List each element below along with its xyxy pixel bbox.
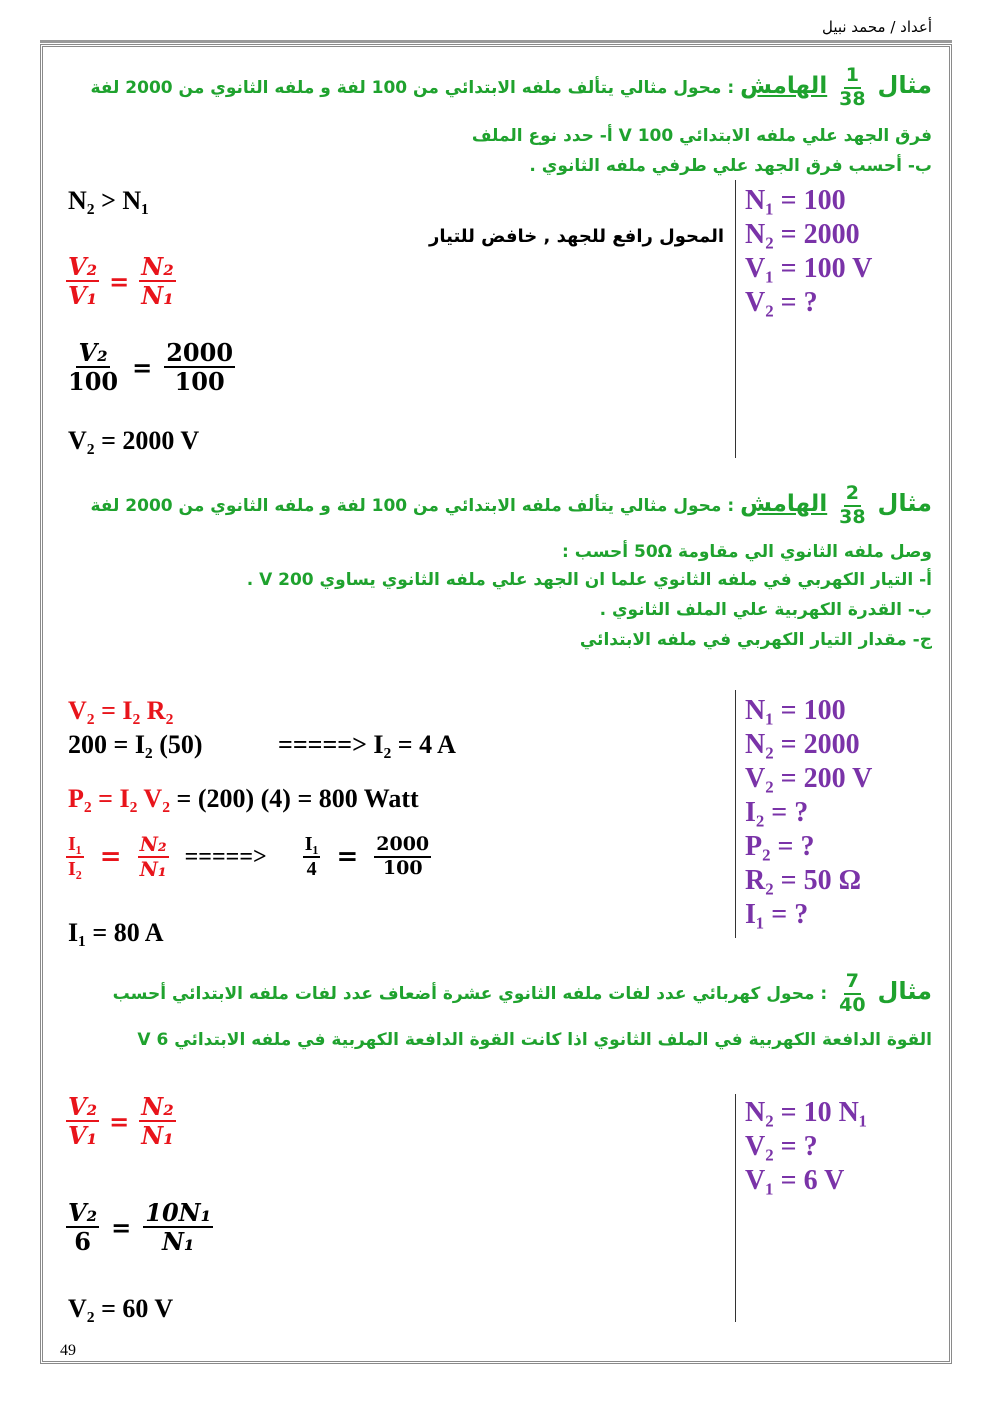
- example2-line5: ج- مقدار التيار الكهربي في ملفه الابتدائي: [579, 630, 932, 650]
- ohm-result: =====> I₂ = 4 A: [278, 730, 456, 759]
- example3-line1: : محول كهربائي عدد لفات ملفه الثانوي عشرة أضعاف عدد لفات ملفه الابتدائي أحسب: [112, 983, 828, 1004]
- example1-line2: فرق الجهد علي ملفه الابتدائي V 100 أ- حدد نوع الملف: [471, 126, 932, 146]
- given-item: I₁ = ?: [745, 899, 809, 930]
- equation-ratio: $\frac{\text{V₂}}{\text{V₁}}$ = $\frac{\text{N₂}}{\text{N₁}}$: [68, 1092, 174, 1151]
- power-line: [68, 784, 419, 814]
- equation-substituted: $\frac{\text{V₂}}{6}$ = $\frac{\text{10N₁}}{\text{N₁}}$: [68, 1198, 212, 1257]
- example3-line2: القوة الدافعة الكهربية في الملف الثانوي اذا كانت القوة الدافعة الكهربية في ملفه الابتدائي V 6: [137, 1030, 932, 1050]
- given-item: V₂ = 200 V: [745, 763, 873, 794]
- example2-line4: ب- القدرة الكهربية علي الملف الثانوي .: [599, 600, 932, 620]
- current-ratio: $\frac{\text{I₁}}{\text{I₂}}$ = $\frac{\text{N₂}}{\text{N₁}}$ =====> $\frac{\text{I₁}}{4}$ = $\frac{2000}{100}$: [68, 832, 430, 881]
- given-item: V₁ = 100 V: [745, 253, 873, 284]
- example-page-fraction: $\frac{2}{38}$: [839, 482, 866, 528]
- given-item: N₁ = 100: [745, 695, 846, 726]
- example1-line3: ب- أحسب فرق الجهد علي طرفي ملفه الثانوي .: [529, 156, 932, 176]
- source-label: الهامش: [740, 72, 828, 99]
- given-item: I₂ = ?: [745, 797, 809, 828]
- example3-result: V₂ = 60 V: [68, 1294, 174, 1323]
- example1-heading: [72, 66, 932, 110]
- equation-ratio: $\frac{\text{V₂}}{\text{V₁}}$ = $\frac{\text{N₂}}{\text{N₁}}$: [68, 252, 174, 311]
- header-author: أعداد / محمد نبيل: [821, 18, 932, 36]
- given-item: N₂ = 2000: [745, 729, 860, 760]
- given-item: V₂ = ?: [745, 287, 818, 318]
- example-label: مثال: [877, 488, 932, 517]
- example3-given-list: [745, 1096, 867, 1198]
- given-item: P₂ = ?: [745, 831, 815, 862]
- compare-text: N₂ > N₁: [68, 186, 149, 215]
- source-label: الهامش: [740, 490, 828, 517]
- given-item: N₂ = 2000: [745, 219, 860, 250]
- example-label: مثال: [877, 976, 932, 1005]
- ohm-law: V₂ = I₂ R₂: [68, 696, 174, 725]
- example1-line1: : محول مثالي يتألف ملفه الابتدائي من 100 لفة و ملفه الثانوي من 2000 لفة: [90, 77, 735, 98]
- power-value: = (200) (4) = 800 Watt: [170, 784, 419, 813]
- given-item: N₁ = 100: [745, 185, 846, 216]
- example1-result: V₂ = 2000 V: [68, 426, 200, 455]
- header-rule: [40, 40, 952, 43]
- example3-heading: [72, 972, 932, 1016]
- transformer-type: المحول رافع للجهد , خافض للتيار: [428, 226, 724, 247]
- given-item: R₂ = 50 Ω: [745, 865, 861, 896]
- example-label: مثال: [877, 70, 932, 99]
- example2-heading: [72, 484, 932, 528]
- power-formula: P₂ = I₂ V₂: [68, 784, 171, 813]
- equation-substituted: $\frac{\text{V₂}}{100}$ = $\frac{2000}{100}$: [68, 338, 234, 397]
- example3-divider: [735, 1094, 736, 1322]
- example1-given-list: [745, 184, 872, 320]
- example2-divider: [735, 690, 736, 938]
- page-number: 49: [60, 1342, 76, 1359]
- example2-given-list: [745, 694, 872, 932]
- ohm-substituted: 200 = I₂ (50): [68, 730, 203, 759]
- example2-line1: : محول مثالي يتألف ملفه الابتدائي من 100 لفة و ملفه الثانوي من 2000 لفة: [90, 495, 735, 516]
- example2-result: I₁ = 80 A: [68, 918, 164, 947]
- example2-line3: أ- التيار الكهربي في ملفه الثانوي علما ان الجهد علي ملفه الثانوي يساوي V 200 .: [246, 570, 932, 590]
- example-page-fraction: $\frac{1}{38}$: [839, 64, 866, 110]
- given-item: V₂ = ?: [745, 1131, 818, 1162]
- given-item: N₂ = 10 N₁: [745, 1097, 868, 1128]
- example-page-fraction: $\frac{7}{40}$: [839, 970, 866, 1016]
- given-item: V₁ = 6 V: [745, 1165, 845, 1196]
- example1-divider: [735, 180, 736, 458]
- example2-line2: وصل ملفه الثانوي الي مقاومة 50Ω أحسب :: [561, 542, 932, 562]
